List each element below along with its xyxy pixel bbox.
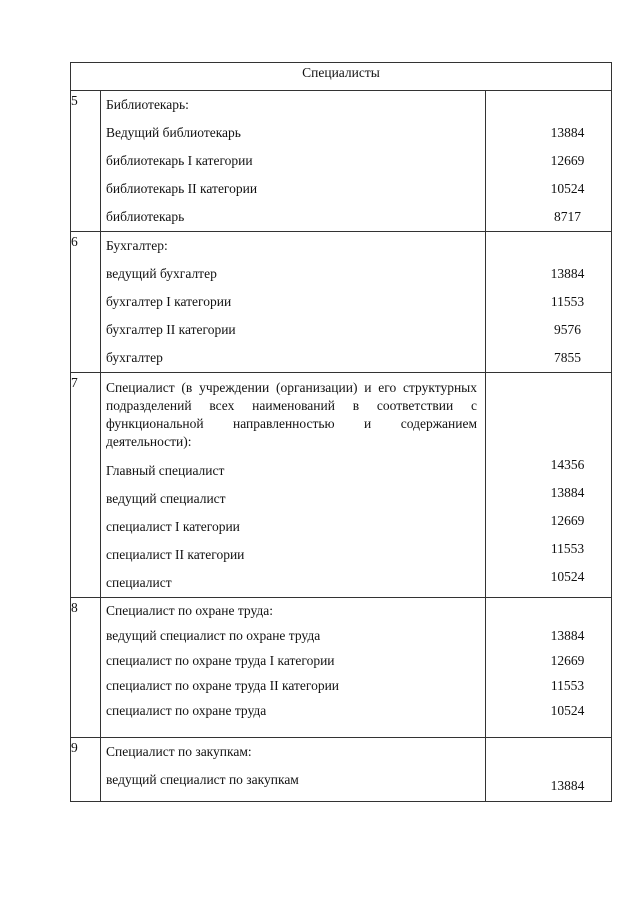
position-name: бухгалтер II категории: [106, 322, 236, 337]
group-row-7: [71, 373, 612, 598]
group-title: Бухгалтер:: [106, 238, 168, 253]
group-number: 7: [71, 373, 101, 598]
position-name: ведущий специалист по закупкам: [106, 772, 299, 787]
salary-value: 8717: [554, 209, 581, 224]
position-name: библиотекарь II категории: [106, 181, 258, 196]
group-title: Специалист по охране труда:: [106, 603, 274, 618]
position-name: Главный специалист: [106, 463, 225, 478]
salary-value: 12669: [550, 513, 585, 528]
group-names: [101, 373, 486, 598]
salary-value: 10524: [550, 181, 585, 196]
salary-value: 9576: [554, 322, 581, 337]
salary-value: 14356: [550, 457, 585, 472]
position-name: Ведущий библиотекарь: [106, 125, 241, 140]
position-name: библиотекарь: [106, 209, 185, 224]
position-name: специалист II категории: [106, 547, 245, 562]
group-number: 8: [71, 598, 101, 738]
group-number: 6: [71, 232, 101, 373]
position-name: специалист: [106, 575, 172, 590]
salary-value: 11553: [550, 294, 585, 309]
salary-value: 13884: [550, 778, 585, 793]
salary-value: 13884: [550, 125, 585, 140]
group-title: Специалист по закупкам:: [106, 744, 252, 759]
salary-value: 13884: [550, 628, 585, 643]
salary-value: 10524: [550, 569, 585, 584]
position-name: ведущий бухгалтер: [106, 266, 217, 281]
section-header: Специалисты: [71, 63, 612, 91]
group-names: [101, 598, 486, 738]
group-number: 9: [71, 738, 101, 802]
salary-value: 7855: [554, 350, 581, 365]
group-row-5: [71, 91, 612, 232]
group-names: [101, 232, 486, 373]
position-name: бухгалтер I категории: [106, 294, 232, 309]
position-name: библиотекарь I категории: [106, 153, 253, 168]
position-name: бухгалтер: [106, 350, 163, 365]
salary-value: 12669: [550, 153, 585, 168]
position-name: ведущий специалист по охране труда: [106, 628, 321, 643]
group-title: Специалист (в учреждении (организации) и его структурных подразделений всех наименований в соответствии с функциональной направленностью и содержанием деятельности):: [106, 380, 477, 449]
position-name: ведущий специалист: [106, 491, 226, 506]
group-title: Библиотекарь:: [106, 97, 189, 112]
salary-value: 12669: [550, 653, 585, 668]
group-values: [486, 373, 612, 598]
position-name: специалист I категории: [106, 519, 240, 534]
position-name: специалист по охране труда I категории: [106, 653, 335, 668]
group-names: [101, 738, 486, 802]
group-values: [486, 91, 612, 232]
salary-value: 13884: [550, 266, 585, 281]
salary-value: 11553: [550, 541, 585, 556]
group-values: [486, 232, 612, 373]
position-name: специалист по охране труда: [106, 703, 267, 718]
group-values: [486, 738, 612, 802]
salary-value: 13884: [550, 485, 585, 500]
group-row-8: [71, 598, 612, 738]
group-names: [101, 91, 486, 232]
group-row-9: [71, 738, 612, 802]
group-number: 5: [71, 91, 101, 232]
salary-value: 10524: [550, 703, 585, 718]
position-name: специалист по охране труда II категории: [106, 678, 340, 693]
salary-table: [70, 62, 612, 802]
salary-value: 11553: [550, 678, 585, 693]
group-values: [486, 598, 612, 738]
table-header-row: [71, 63, 612, 91]
group-row-6: [71, 232, 612, 373]
